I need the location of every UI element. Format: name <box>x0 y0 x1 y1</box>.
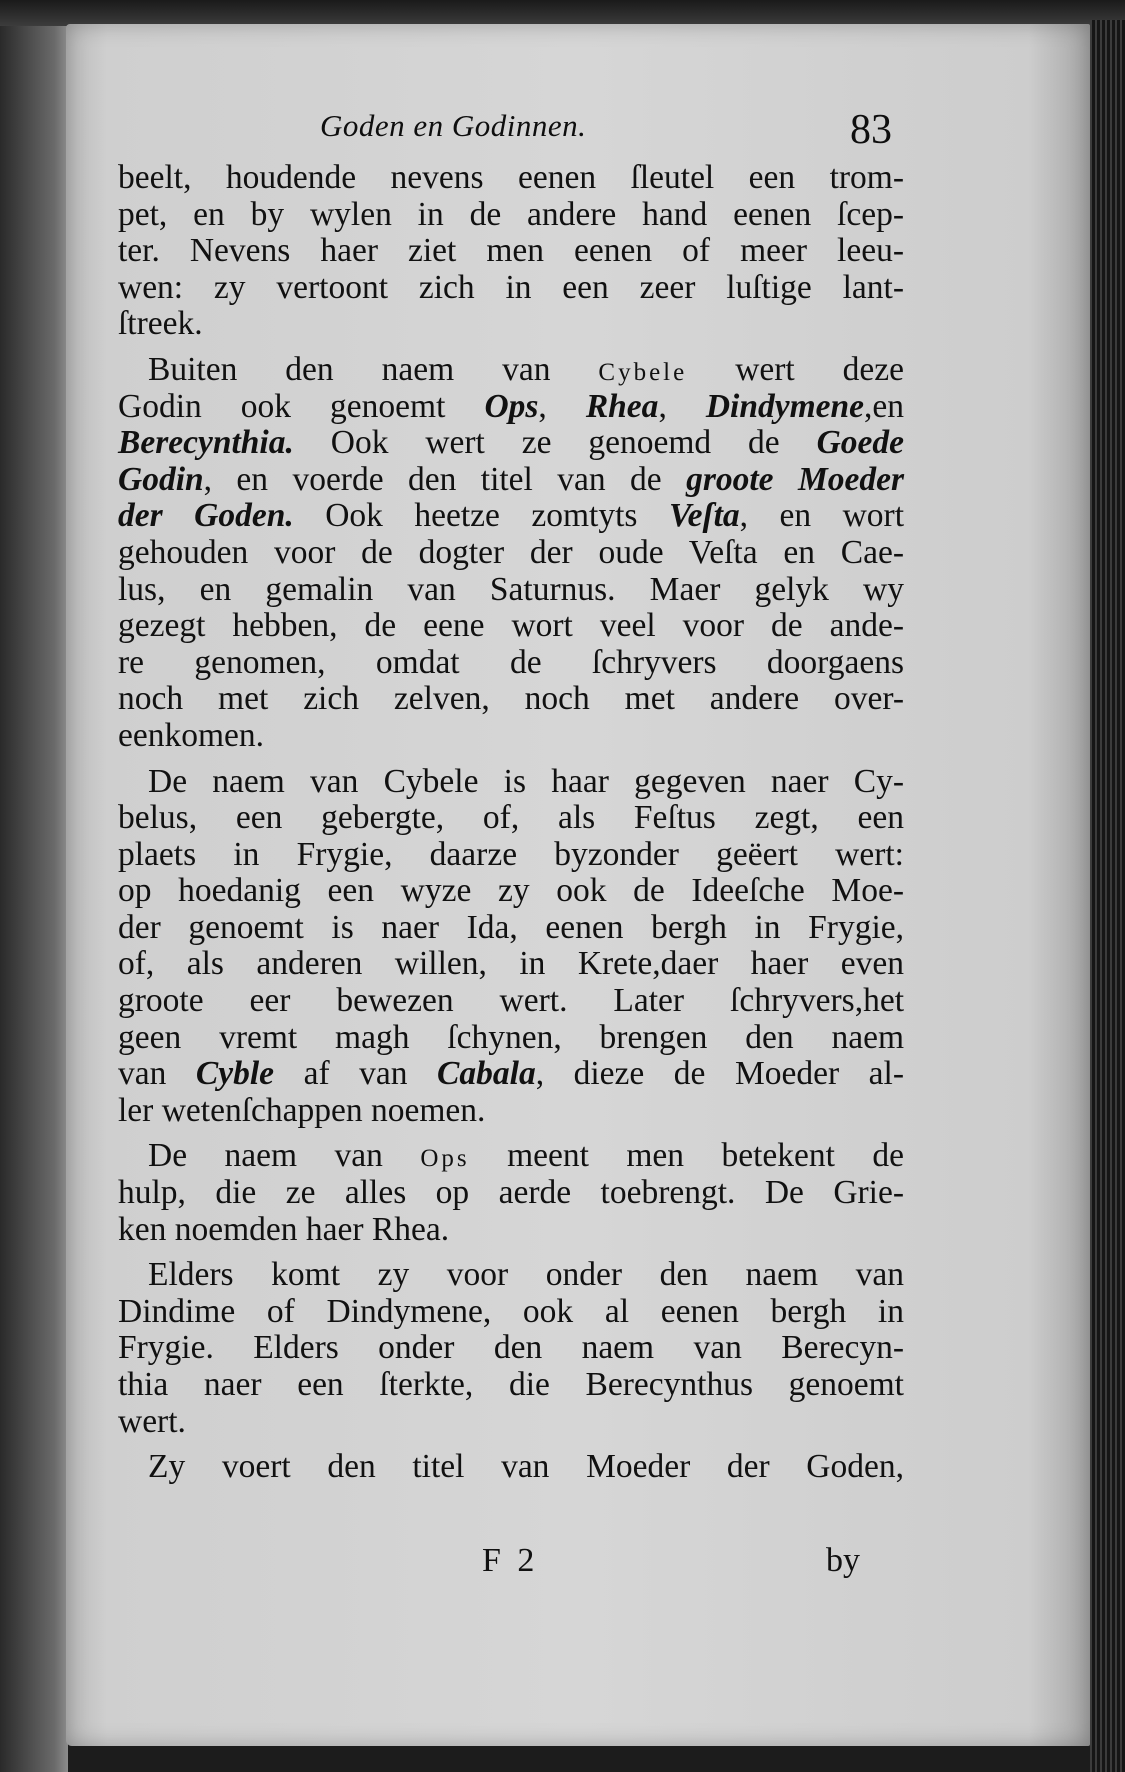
text-run: Buiten den naem van <box>148 350 551 388</box>
text-run: van <box>118 1055 167 1093</box>
text-line: geen vremt magh ſchynen, brengen den naem <box>118 1018 904 1056</box>
text-line: Zy voert den titel van Moeder der Goden, <box>148 1448 904 1486</box>
text-line: eenkomen. <box>118 716 265 754</box>
text-run: De naem van <box>148 1137 383 1175</box>
text-line: hulp, die ze alles op aerde toebrengt. De Grie- <box>118 1174 904 1212</box>
text-line <box>118 1056 904 1093</box>
book-top-edge <box>0 0 1125 26</box>
signature-mark: F 2 <box>482 1542 539 1579</box>
book-gutter <box>1090 20 1125 1772</box>
page-body <box>118 160 904 1486</box>
text-line: thia naer een ſterkte, die Berecynthus genoemt <box>118 1366 904 1403</box>
italic-name: Cyble <box>195 1055 275 1093</box>
text-line: lus, en gemalin van Saturnus. Maer gelyk wy <box>118 570 904 608</box>
text-line <box>118 462 904 499</box>
text-run: , <box>658 387 667 425</box>
italic-name: Dindymene <box>705 387 865 425</box>
text-line <box>118 352 904 389</box>
text-line: wen: zy vertoont zich in een zeer luſtige lant- <box>118 268 904 306</box>
text-run: , <box>538 387 547 425</box>
text-line: noch met zich zelven, noch met andere over- <box>118 680 904 718</box>
text-line: pet, en by wylen in de andere hand eenen ſcep- <box>118 195 904 233</box>
text-run: , en wort <box>739 497 905 535</box>
text-line: ter. Nevens haer ziet men eenen of meer leeu- <box>118 232 904 270</box>
italic-name: groote Moeder <box>686 460 905 498</box>
text-line: op hoedanig een wyze zy ook de Ideeſche Moe- <box>118 872 904 910</box>
italic-name: Berecynthia. <box>118 424 294 462</box>
book-left-edge <box>0 0 68 1772</box>
catchword: by <box>826 1542 860 1579</box>
text-line: De naem van Cybele is haar gegeven naer Cy- <box>148 762 904 800</box>
text-line: of, als anderen willen, in Krete,daer haer even <box>118 945 904 983</box>
italic-name: der Goden. <box>118 497 294 535</box>
text-line: Dindime of Dindymene, ook al eenen bergh in <box>118 1292 904 1330</box>
text-run: meent men betekent de <box>507 1137 905 1175</box>
text-line: ſtreek. <box>118 305 203 343</box>
text-run: ,en <box>864 387 905 425</box>
page-number: 83 <box>850 107 892 153</box>
text-line: der genoemt is naer Ida, eenen bergh in Frygie, <box>118 908 904 946</box>
text-line: ler wetenſchappen noemen. <box>118 1091 486 1129</box>
text-line <box>118 1138 904 1175</box>
text-run: Godin ook genoemt <box>118 387 446 425</box>
text-line: belus, een gebergte, of, als Feſtus zegt, een <box>118 799 904 837</box>
text-line: groote eer bewezen wert. Later ſchryvers,het <box>118 982 904 1020</box>
italic-name: Goede <box>816 424 904 462</box>
text-line <box>118 425 904 462</box>
small-caps-name: Cybele <box>598 358 688 386</box>
italic-name: Cabala <box>437 1055 536 1093</box>
text-line: beelt, houdende nevens eenen ſleutel een trom- <box>118 159 904 196</box>
text-line <box>118 389 904 426</box>
text-run: Ook heetze zomtyts <box>325 497 638 535</box>
small-caps-name: Ops <box>420 1145 470 1173</box>
text-run: , dieze de Moeder al- <box>535 1055 904 1093</box>
text-line: ken noemden haer Rhea. <box>118 1210 450 1248</box>
text-line: gehouden voor de dogter der oude Veſta en Cae- <box>118 533 904 571</box>
text-line <box>118 498 904 535</box>
text-line: Elders komt zy voor onder den naem van <box>148 1256 904 1294</box>
running-head: Goden en Godinnen. <box>320 108 587 143</box>
text-run: Ook wert ze genoemd de <box>330 424 780 462</box>
italic-name: Ops <box>484 387 539 425</box>
italic-name: Godin <box>118 460 204 498</box>
text-run: wert deze <box>735 350 905 388</box>
text-line: Frygie. Elders onder den naem van Berecyn- <box>118 1329 904 1367</box>
text-line: wert. <box>118 1402 186 1440</box>
text-run: , en voerde den titel van de <box>203 460 662 498</box>
italic-name: Veſta <box>668 497 740 535</box>
text-run: af van <box>303 1055 408 1093</box>
text-line: gezegt hebben, de eene wort veel voor de ande- <box>118 607 904 645</box>
text-line: re genomen, omdat de ſchryvers doorgaens <box>118 643 904 681</box>
italic-name: Rhea <box>585 387 659 425</box>
text-line: plaets in Frygie, daarze byzonder geëert wert: <box>118 835 904 873</box>
